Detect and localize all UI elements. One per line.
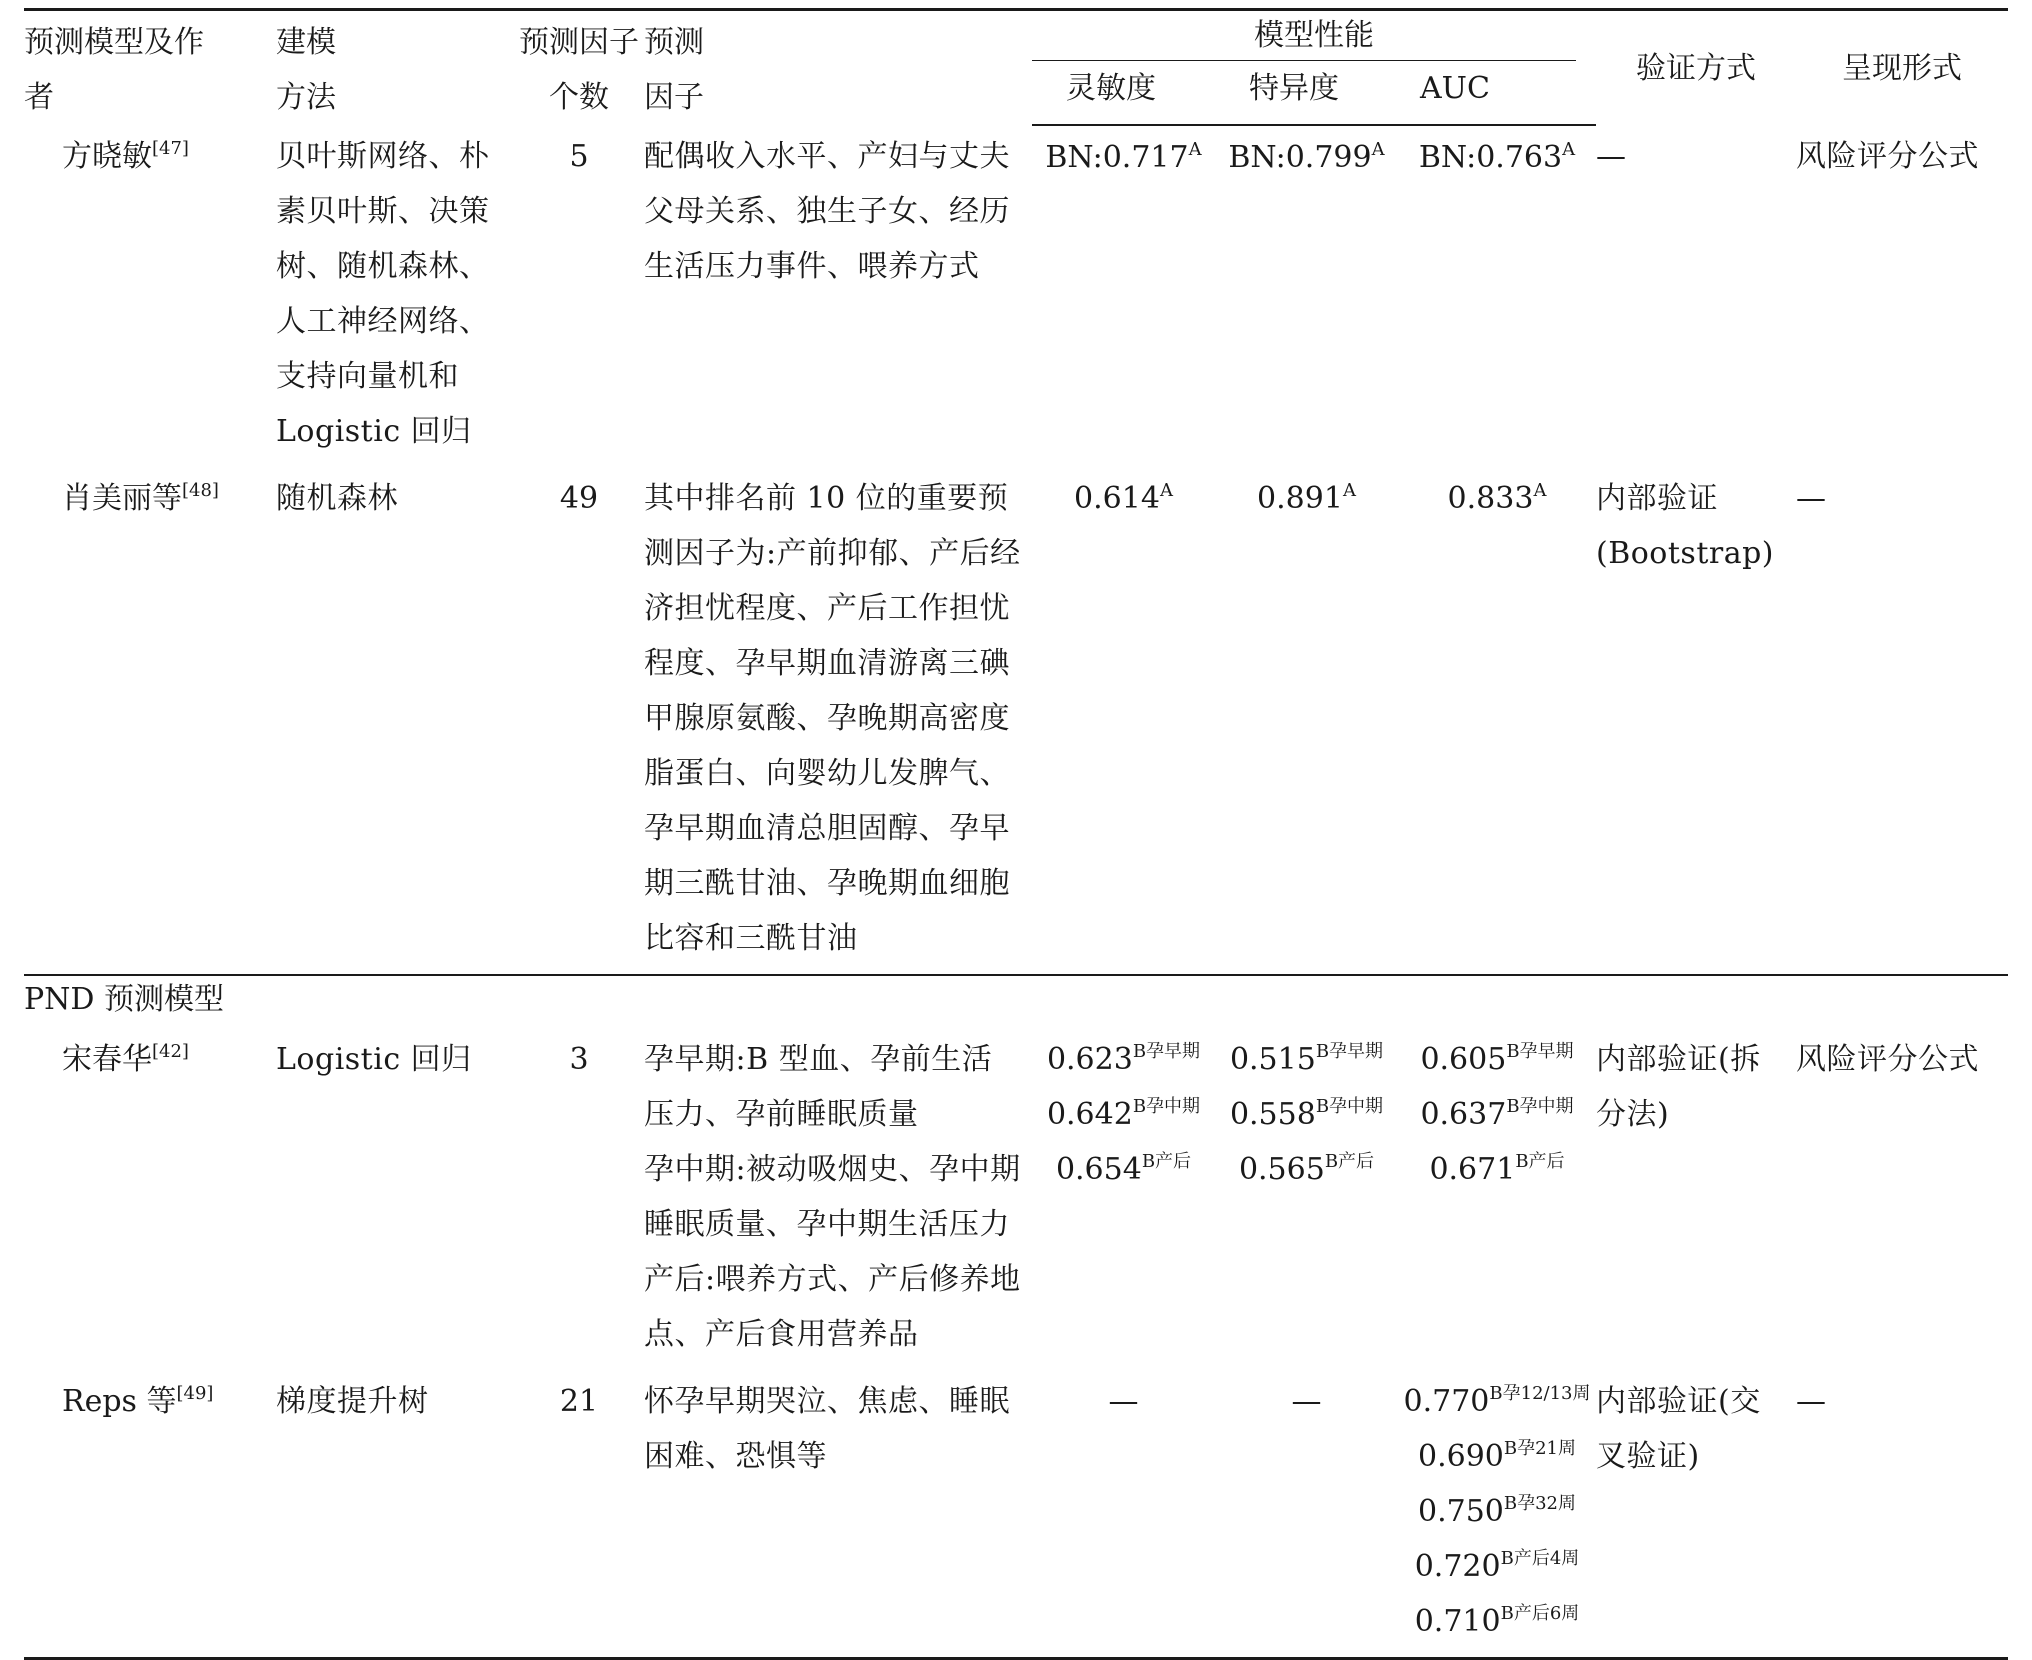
metric-superscript: B产后	[1141, 1151, 1192, 1172]
cell-presentation: —	[1796, 1370, 2008, 1659]
metric-superscript: B产后	[1515, 1151, 1565, 1172]
metric-superscript: B孕早期	[1315, 1041, 1384, 1062]
metric-line	[1398, 1539, 1596, 1594]
header-model-author-line1: 预测模型及作	[24, 25, 204, 60]
cell-method: 随机森林	[276, 481, 398, 516]
metric-value: 0.720	[1414, 1549, 1501, 1584]
metric-value: 0.770	[1403, 1384, 1490, 1419]
metric-superscript: A	[1371, 139, 1385, 160]
metric-superscript: B产后6周	[1500, 1603, 1580, 1624]
cell-method: Logistic 回归	[276, 1042, 472, 1077]
metric-value: BN:0.717	[1045, 140, 1189, 175]
reference-marker: [47]	[152, 138, 189, 159]
header-auc: AUC	[1398, 61, 1596, 125]
cell-method: 梯度提升树	[276, 1370, 514, 1659]
factors-mid-pregnancy: 孕中期:被动吸烟史、孕中期睡眠质量、孕中期生活压力	[644, 1152, 1021, 1242]
header-performance: 模型性能	[1032, 10, 1596, 62]
metric-value: 0.623	[1046, 1042, 1133, 1077]
table-row	[24, 467, 2008, 975]
cell-factors: 其中排名前 10 位的重要预测因子为:产前抑郁、产后经济担忧程度、产后工作担忧程度、孕早期血清游离三碘甲腺原氨酸、孕晚期高密度脂蛋白、向婴幼儿发脾气、孕早期血清总胆固醇、孕早期三酰甘油、孕晚期血细胞比容和三酰甘油	[644, 481, 1021, 956]
header-factor-count-line2: 个数	[549, 80, 609, 115]
cell-presentation: —	[1796, 481, 1827, 516]
metric-superscript: B产后	[1324, 1151, 1375, 1172]
cell-factors: 怀孕早期哭泣、焦虑、睡眠困难、恐惧等	[644, 1370, 1032, 1659]
author-name: 肖美丽等	[62, 481, 182, 516]
metric-superscript: B孕中期	[1132, 1096, 1201, 1117]
cell-author	[24, 467, 276, 975]
metric-value: 0.833	[1447, 481, 1534, 516]
cell-sensitivity: —	[1032, 1370, 1215, 1659]
metric-value: 0.671	[1429, 1152, 1516, 1187]
metric-value: 0.690	[1417, 1439, 1504, 1474]
metric-value: 0.637	[1420, 1097, 1507, 1132]
metric-superscript: B孕早期	[1132, 1041, 1201, 1062]
reference-marker: [48]	[182, 480, 219, 501]
metric-line	[1032, 1032, 1215, 1087]
section-row	[24, 975, 2008, 1028]
cell-author	[24, 1370, 276, 1659]
author-name: 宋春华	[62, 1042, 152, 1077]
header-model-author-line2: 者	[24, 80, 54, 115]
cell-count: 21	[514, 1370, 644, 1659]
metric-line	[1398, 1374, 1596, 1429]
metric-line	[1032, 1142, 1215, 1197]
metric-superscript: A	[1342, 480, 1356, 501]
cell-sensitivity	[1032, 467, 1215, 975]
reference-marker: [42]	[152, 1041, 189, 1062]
literature-table	[24, 8, 2008, 1639]
cell-auc	[1398, 125, 1596, 467]
metric-value: 0.558	[1229, 1097, 1316, 1132]
cell-specificity: —	[1215, 1370, 1398, 1659]
cell-author	[24, 1028, 276, 1370]
header-factors	[644, 10, 1032, 126]
metric-line	[1215, 1032, 1398, 1087]
header-factors-line2: 因子	[644, 80, 704, 115]
cell-specificity	[1215, 1028, 1398, 1370]
cell-sensitivity	[1032, 125, 1215, 467]
metric-superscript: B孕21周	[1503, 1438, 1577, 1459]
header-factor-count	[514, 10, 644, 126]
metric-line	[1398, 1484, 1596, 1539]
metric-superscript: B孕32周	[1503, 1493, 1577, 1514]
factors-postpartum: 产后:喂养方式、产后修养地点、产后食用营养品	[644, 1262, 1021, 1352]
metric-value: 0.710	[1414, 1604, 1501, 1639]
header-presentation: 呈现形式	[1796, 10, 2008, 126]
header-sensitivity: 灵敏度	[1032, 61, 1215, 125]
header-method-line1: 建模	[276, 25, 336, 60]
metric-value: BN:0.799	[1228, 140, 1372, 175]
cell-count: 49	[559, 481, 599, 516]
metric-superscript: B孕早期	[1506, 1041, 1574, 1062]
cell-specificity	[1215, 467, 1398, 975]
cell-count: 5	[569, 139, 589, 174]
cell-validation: —	[1596, 139, 1627, 174]
table-row	[24, 125, 2008, 467]
factors-early-pregnancy: 孕早期:B 型血、孕前生活压力、孕前睡眠质量	[644, 1042, 993, 1132]
cell-auc	[1398, 1028, 1596, 1370]
metric-value: BN:0.763	[1418, 140, 1563, 175]
cell-count: 3	[569, 1042, 589, 1077]
header-specificity: 特异度	[1215, 61, 1398, 125]
metric-value: 0.605	[1420, 1042, 1507, 1077]
cell-validation: 内部验证(Bootstrap)	[1596, 481, 1775, 571]
cell-factors	[644, 1028, 1032, 1370]
cell-auc	[1398, 467, 1596, 975]
metric-superscript: A	[1562, 139, 1576, 160]
metric-superscript: B产后4周	[1500, 1548, 1580, 1569]
cell-method: 贝叶斯网络、朴素贝叶斯、决策树、随机森林、人工神经网络、支持向量机和 Logistic 回归	[276, 139, 490, 449]
author-name: 方晓敏	[62, 139, 152, 174]
metric-line	[1398, 1087, 1596, 1142]
metric-value: 0.750	[1417, 1494, 1504, 1529]
metric-value: 0.654	[1055, 1152, 1142, 1187]
cell-sensitivity	[1032, 1028, 1215, 1370]
metric-superscript: A	[1533, 480, 1547, 501]
cell-specificity	[1215, 125, 1398, 467]
cell-validation: 内部验证(交叉验证)	[1596, 1370, 1796, 1659]
metric-line	[1398, 1594, 1596, 1649]
header-factor-count-line1: 预测因子	[519, 25, 639, 60]
cell-presentation: 风险评分公式	[1796, 139, 1979, 174]
metric-line	[1398, 1429, 1596, 1484]
metric-line	[1032, 1087, 1215, 1142]
metric-line	[1398, 1032, 1596, 1087]
header-model-author	[24, 10, 276, 126]
prediction-model-table	[24, 8, 2008, 1660]
cell-presentation: 风险评分公式	[1796, 1042, 1979, 1077]
section-label: PND 预测模型	[24, 975, 2008, 1028]
cell-auc	[1398, 1370, 1596, 1659]
header-factors-line1: 预测	[644, 25, 704, 60]
metric-value: 0.614	[1074, 481, 1160, 516]
author-name: Reps 等	[62, 1384, 177, 1419]
reference-marker: [49]	[176, 1383, 214, 1404]
metric-value: 0.891	[1257, 481, 1343, 516]
cell-validation: 内部验证(拆分法)	[1596, 1042, 1761, 1132]
table-row	[24, 1028, 2008, 1370]
metric-value: 0.642	[1046, 1097, 1133, 1132]
metric-line	[1215, 1142, 1398, 1197]
header-method	[276, 10, 514, 126]
header-validation: 验证方式	[1596, 10, 1796, 126]
metric-superscript: B孕中期	[1315, 1096, 1384, 1117]
cell-factors: 配偶收入水平、产妇与丈夫父母关系、独生子女、经历生活压力事件、喂养方式	[644, 139, 1010, 284]
header-method-line2: 方法	[276, 80, 336, 115]
metric-line	[1398, 1142, 1596, 1197]
cell-author	[24, 125, 276, 467]
metric-superscript: B孕12/13周	[1489, 1383, 1591, 1404]
metric-superscript: A	[1188, 139, 1202, 160]
table-row	[24, 1370, 2008, 1659]
metric-line	[1215, 1087, 1398, 1142]
metric-value: 0.565	[1238, 1152, 1325, 1187]
metric-superscript: A	[1159, 480, 1173, 501]
metric-superscript: B孕中期	[1506, 1096, 1574, 1117]
metric-value: 0.515	[1229, 1042, 1316, 1077]
